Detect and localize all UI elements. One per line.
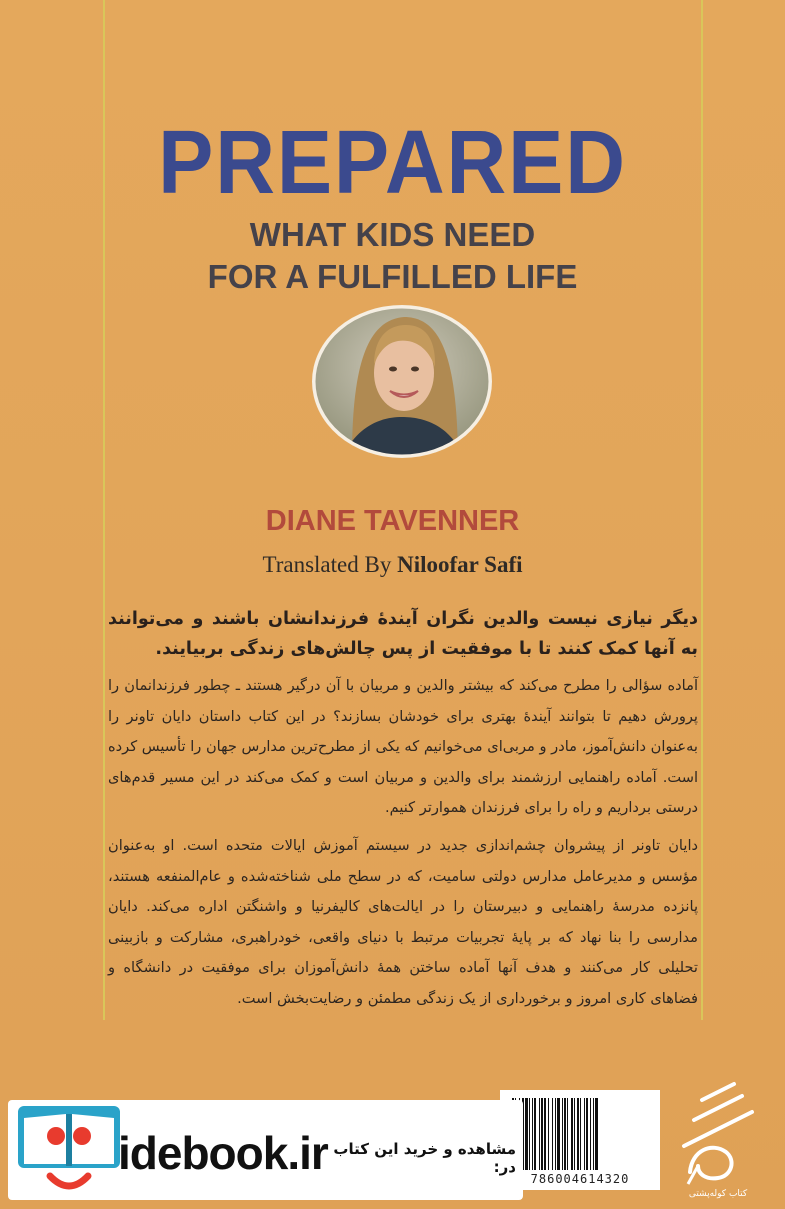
translated-by-label: Translated By bbox=[262, 552, 392, 577]
barcode-bar bbox=[557, 1098, 560, 1170]
barcode-bar bbox=[571, 1098, 573, 1170]
publisher-logo bbox=[672, 1080, 764, 1200]
barcode-bar bbox=[562, 1098, 563, 1170]
author-photo bbox=[312, 305, 492, 458]
barcode-bar bbox=[548, 1098, 549, 1170]
translator-name: Niloofar Safi bbox=[397, 552, 523, 577]
blurb-paragraph-1: آماده سؤالی را مطرح می‌کند که بیشتر والدین و مربیان با آن درگیر هستند ـ چطور فرزندانمان را پرورش دهیم تا بتوانند آیندهٔ بهتری برای خودشان بسازند؟ در این کتاب داستان دایان تاونر را به‌عنوان دانش‌آموز، مادر و مربی‌ای می‌خوانیم که یکی از مطرح‌ترین مدارس جهان را تأسیس کرده است. آماده راهنمایی ارزشمند برای والدین و مربیان است و کمک می‌کند در این مسیر قدم‌های درستی برداریم و راه را برای فرزندان هموارتر کنیم. bbox=[108, 677, 698, 816]
barcode-bar bbox=[577, 1098, 579, 1170]
book-smile-icon bbox=[16, 1104, 122, 1196]
barcode-bar bbox=[532, 1098, 533, 1170]
barcode-bar bbox=[574, 1098, 575, 1170]
blurb-paragraph-2: دایان تاونر از پیشروان چشم‌اندازی جدید در سیستم آموزش ایالات متحده است. او به‌عنوان مؤسس و مدیرعامل مدارس دولتی سامیت، که در سطح ملی شناخته‌شده و عام‌المنفعه هستند، پانزده مدرسهٔ راهنمایی و دبیرستان را در ایالت‌های کالیفرنیا و واشنگتن اداره می‌کند. دایان مدارسی را بنا نهاد که بر پایهٔ تجربیات مرتبط با دنیای واقعی، خودراهبری، مشارکت و بازبینی تحلیلی کار می‌کنند و هدف آنها آماده ساختن همهٔ دانش‌آموزان برای موفقیت در دانشگاه و فضاهای کاری امروز و برخورداری از یک زندگی مطمئن و رضایت‌بخش است. bbox=[108, 837, 698, 1007]
watermark-banner[interactable] bbox=[8, 1100, 523, 1200]
barcode-bar bbox=[541, 1098, 543, 1170]
barcode-bar bbox=[584, 1098, 585, 1170]
translator-credit bbox=[0, 552, 785, 577]
book-subtitle-line1: WHAT KIDS NEED bbox=[249, 216, 536, 253]
barcode-bars bbox=[500, 1090, 660, 1172]
barcode-bar bbox=[529, 1098, 530, 1170]
watermark-caption: مشاهده و خرید این کتاب در: bbox=[333, 1140, 516, 1176]
barcode bbox=[500, 1090, 660, 1190]
barcode-bar bbox=[590, 1098, 591, 1170]
publisher-logo-text: کتاب کوله‌پشتی bbox=[688, 1189, 748, 1199]
barcode-bar bbox=[580, 1098, 581, 1170]
blurb-lead: دیگر نیازی نیست والدین نگران آیندهٔ فرزندانشان باشند و می‌توانند به آنها کمک کنند تا با موفقیت از پس چالش‌های زندگی بربیایند. bbox=[108, 609, 698, 659]
barcode-bar bbox=[534, 1098, 536, 1170]
book-title: PREPARED bbox=[158, 113, 627, 213]
barcode-bar bbox=[564, 1098, 566, 1170]
barcode-bar bbox=[544, 1098, 546, 1170]
barcode-bar bbox=[555, 1098, 556, 1170]
book-subtitle-line2: FOR A FULFILLED LIFE bbox=[207, 258, 578, 295]
watermark-brand: idebook.ir bbox=[118, 1127, 328, 1179]
barcode-number: 786004614320 bbox=[530, 1172, 630, 1186]
barcode-bar bbox=[595, 1098, 598, 1170]
barcode-bar bbox=[593, 1098, 594, 1170]
barcode-bar bbox=[567, 1098, 568, 1170]
author-name: DIANE TAVENNER bbox=[265, 505, 520, 537]
barcode-bar bbox=[525, 1098, 528, 1170]
barcode-bar bbox=[586, 1098, 588, 1170]
barcode-bar bbox=[552, 1098, 553, 1170]
barcode-bar bbox=[539, 1098, 540, 1170]
